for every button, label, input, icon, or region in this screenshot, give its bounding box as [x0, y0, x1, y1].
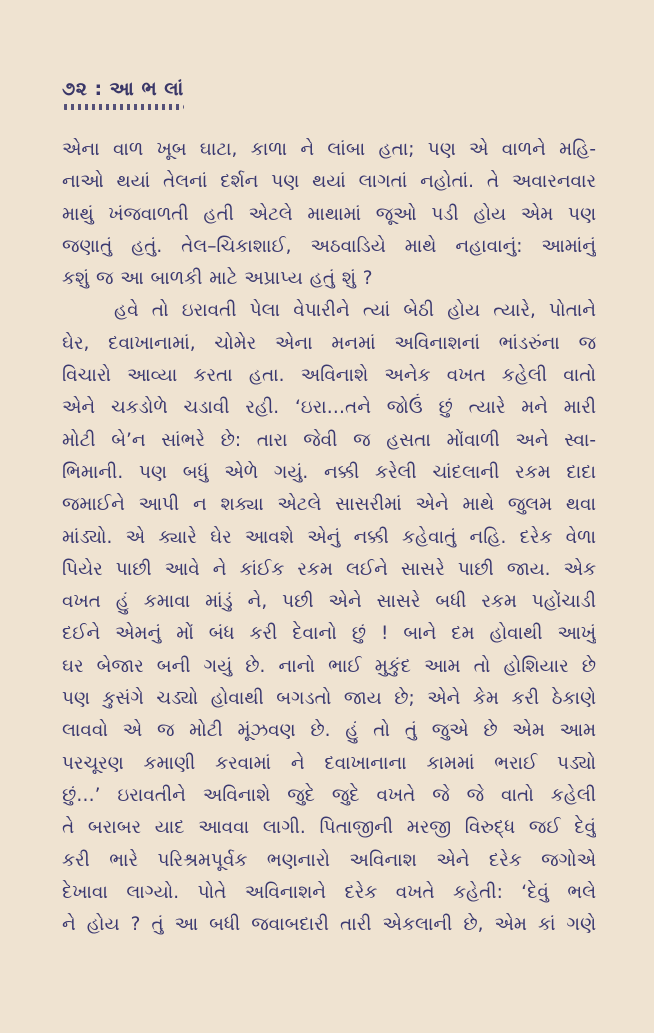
paragraph-2	[62, 295, 596, 941]
text-line: નાઓ થયાં તેલનાં દર્શન પણ થયાં લાગતાં નહોતાં. તે અવારનવાર	[62, 171, 596, 193]
text-line: લાવવો એ જ મોટી મૂંઝવણ છે. હું તો તું જુએ છે એમ આમ	[62, 720, 596, 742]
text-line: દેખાવા લાગ્યો. પોતે અવિનાશને દરેક વખતે કહેતી: ‘દેવું ભલે	[62, 881, 596, 903]
page-header	[62, 78, 184, 110]
text-line: છું…’ ઇરાવતીને અવિનાશે જુદે જુદે વખતે જે જે વાતો કહેલી	[62, 784, 596, 806]
text-line: કરી ભારે પરિશ્રમપૂર્વક ભણનારો અવિનાશ એને દરેક જગોએ	[62, 849, 596, 871]
text-line: હવે તો ઇરાવતી પેલા વેપારીને ત્યાં બેઠી હોય ત્યારે, પોતાને	[114, 300, 596, 322]
text-line: એને ચકડોળે ચડાવી રહી. ‘ઇરા…તને જોઉં છું ત્યારે મને મારી	[62, 397, 596, 419]
text-line: દઈને એમનું મોં બંધ કરી દેવાનો છું ! બાને દમ હોવાથી આખું	[62, 623, 596, 645]
text-line: મોટી બે’ન સાંભરે છે: તારા જેવી જ હસતા મોંવાળી અને સ્વા-	[62, 429, 596, 451]
paragraph-1	[62, 134, 596, 295]
text-line: પરચૂરણ કમાણી કરવામાં ને દવાખાનાના કામમાં ભરાઈ પડ્યો	[62, 752, 596, 774]
text-line: જમાઈને આપી ન શક્યા એટલે સાસરીમાં એને માથે જુલમ થવા	[62, 494, 596, 516]
text-line: પિયેર પાછી આવે ને કાંઈક રકમ લઈને સાસરે પાછી જાય. એક	[62, 558, 596, 580]
page-number-and-title: ૭૨ : આ ભ લાં	[62, 78, 184, 100]
text-line: જણાતું હતું. તેલ–ચિકાશાઈ, અઠવાડિયે માથે નહાવાનું: આમાંનું	[62, 235, 596, 257]
text-line: ઘર બેજાર બની ગયું છે. નાનો ભાઈ મુકુંદ આમ તો હોશિયાર છે	[62, 655, 596, 677]
text-line: ઘેર, દવાખાનામાં, ચોમેર એના મનમાં અવિનાશનાં ભાંડરુંના જ	[62, 332, 596, 354]
text-line: ભિમાની. પણ બધું એળે ગયું. નક્કી કરેલી ચાંદલાની રકમ દાદા	[62, 461, 596, 483]
text-line: કશું જ આ બાળકી માટે અપ્રાપ્ય હતું શું ?	[62, 268, 373, 290]
text-line: વિચારો આવ્યા કરતા હતા. અવિનાશે અનેક વખત કહેલી વાતો	[62, 365, 596, 387]
text-line: એના વાળ ખૂબ ઘાટા, કાળા ને લાંબા હતા; પણ એ વાળને મહિ-	[62, 139, 596, 160]
text-line: ને હોય ? તું આ બધી જવાબદારી તારી એકલાની છે, એમ કાં ગણે	[62, 914, 596, 936]
text-line: પણ કુસંગે ચડ્યો હોવાથી બગડતો જાય છે; એને કેમ કરી ઠેકાણે	[62, 688, 596, 710]
text-line: માંડ્યો. એ ક્યારે ઘેર આવશે એનું નક્કી કહેવાતું નહિ. દરેક વેળા	[62, 526, 596, 548]
text-line: તે બરાબર યાદ આવવા લાગી. પિતાજીની મરજી વિરુદ્ધ જઈ દેવું	[62, 817, 596, 839]
text-line: વખત હું કમાવા માંડું ને, પછી એને સાસરે બધી રકમ પહોંચાડી	[62, 591, 596, 613]
text-line: માથું ખંજવાળતી હતી એટલે માથામાં જૂઓ પડી હોય એમ પણ	[62, 203, 596, 225]
header-decorative-underline	[62, 104, 184, 110]
